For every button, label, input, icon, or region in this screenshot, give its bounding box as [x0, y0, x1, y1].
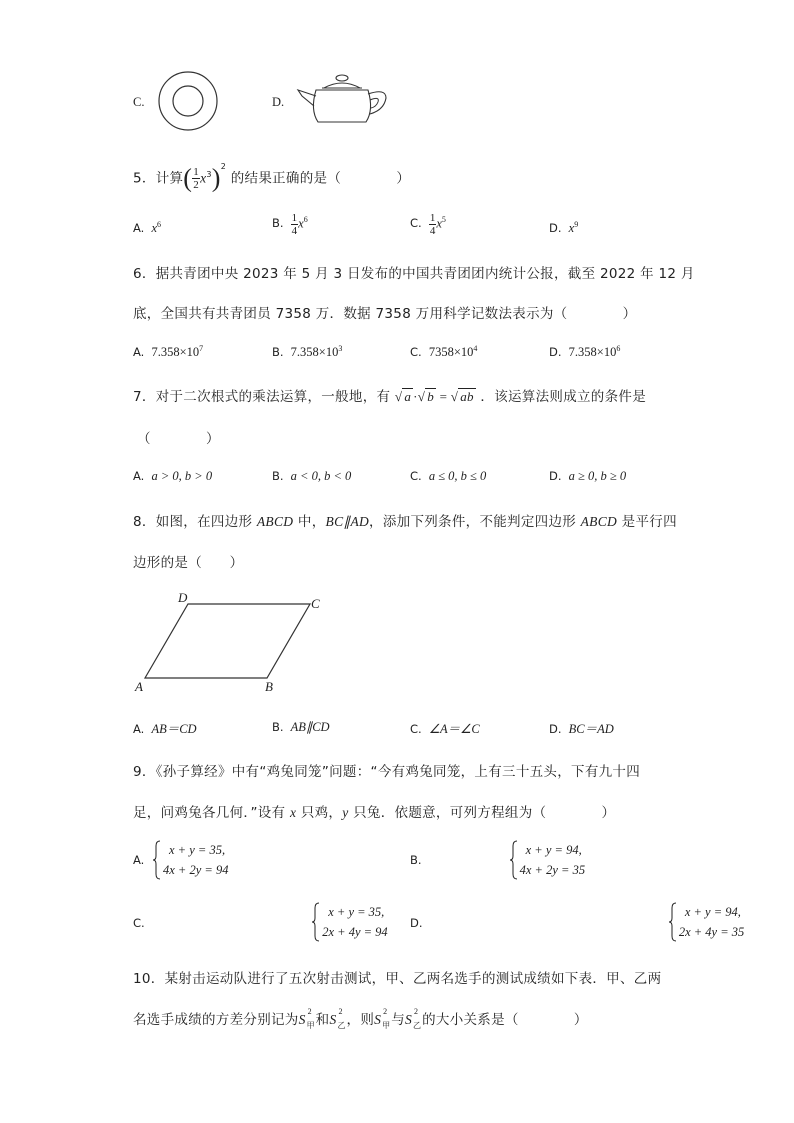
q5-option-b[interactable]: B. $\frac{1}{4}$ $x^6$	[272, 212, 308, 237]
vertex-c-label: C	[311, 596, 320, 611]
vertex-a-label: A	[135, 679, 143, 694]
ring-figure	[157, 70, 219, 132]
q6-option-a[interactable]: A. $7.358\times 10^7$	[133, 344, 204, 360]
q10-line1: 10．某射击运动队进行了五次射击测试，甲、乙两名选手的测试成绩如下表．甲、乙两	[133, 971, 662, 987]
q9-line2: 足，问鸡兔各几何．”设有 x 只鸡，y 只兔．依题意，可列方程组为（ ）	[133, 805, 616, 821]
parallelogram-figure	[130, 588, 330, 696]
q9-option-b[interactable]: B.	[410, 853, 422, 867]
q5-option-c[interactable]: C. $\frac{1}{4}$ $x^5$	[410, 212, 446, 237]
q5-stem: 5．计算( $\frac{1}{2}$ $x^3)^2$ 的结果正确的是（ ）	[133, 162, 411, 193]
q6-option-d[interactable]: D. $7.358\times 10^6$	[549, 344, 621, 360]
q8-line2: 边形的是（ ）	[133, 555, 244, 571]
q8-option-d[interactable]: D. BC＝AD	[549, 722, 614, 736]
teapot-figure	[294, 70, 390, 126]
q7-line2: （ ）	[137, 431, 220, 447]
q8-option-c[interactable]: C. ∠A＝∠C	[410, 722, 480, 736]
q7-option-b[interactable]: B. a < 0, b < 0	[272, 469, 352, 483]
q7-option-c[interactable]: C. a ≤ 0, b ≤ 0	[410, 469, 487, 483]
q9-option-c[interactable]: C.	[133, 916, 145, 930]
q9-line1: 9．《孙子算经》中有“鸡兔同笼”问题：“今有鸡兔同笼，上有三十五头，下有九十四	[133, 764, 641, 780]
q7-stem: 7．对于二次根式的乘法运算，一般地，有 √ a ·√ b = √ ab ．该运算法则成立的条件是	[133, 389, 647, 405]
q8-option-a[interactable]: A. AB＝CD	[133, 722, 197, 736]
q7-option-d[interactable]: D. a ≥ 0, b ≥ 0	[549, 469, 627, 483]
q7-option-a[interactable]: A. a > 0, b > 0	[133, 469, 213, 483]
q6-line1: 6．据共青团中央 2023 年 5 月 3 日发布的中国共青团团内统计公报，截至 2022 年 12 月	[133, 266, 695, 282]
q6-line2: 底，全国共有共青团员 7358 万．数据 7358 万用科学记数法表示为（ ）	[133, 306, 637, 322]
q9-option-d-system: x + y = 94, 2x + 4y = 35	[669, 902, 744, 942]
q9-option-a[interactable]: A.	[133, 853, 145, 867]
q10-line2: 名选手成绩的方差分别记为S 2 甲 和S 2 乙 ，则S 2 甲 与S 2 乙 的大小关系是（ ）	[133, 1007, 588, 1030]
vertex-d-label: D	[178, 590, 188, 605]
q6-option-b[interactable]: B. $7.358\times 10^3$	[272, 344, 343, 360]
q6-option-c[interactable]: C. $7358\times 10^4$	[410, 344, 478, 360]
q8-option-b[interactable]: B. AB∥CD	[272, 720, 330, 734]
q9-option-b-system: x + y = 94, 4x + 2y = 35	[510, 840, 585, 880]
vertex-b-label: B	[265, 679, 273, 694]
q4-option-d-label[interactable]: D.	[272, 95, 285, 109]
q9-option-d[interactable]: D.	[410, 916, 423, 930]
q8-line1: 8．如图，在四边形 ABCD 中，BC∥AD，添加下列条件，不能判定四边形 ABCD 是平行四	[133, 514, 677, 530]
q5-option-d[interactable]: D. $x^9$	[549, 220, 579, 236]
q9-option-a-system: x + y = 35, 4x + 2y = 94	[153, 840, 228, 880]
q9-option-c-system: x + y = 35, 2x + 4y = 94	[312, 902, 387, 942]
q5-option-a[interactable]: A. $x^6$	[133, 220, 162, 236]
q4-option-c-label[interactable]: C.	[133, 95, 145, 109]
